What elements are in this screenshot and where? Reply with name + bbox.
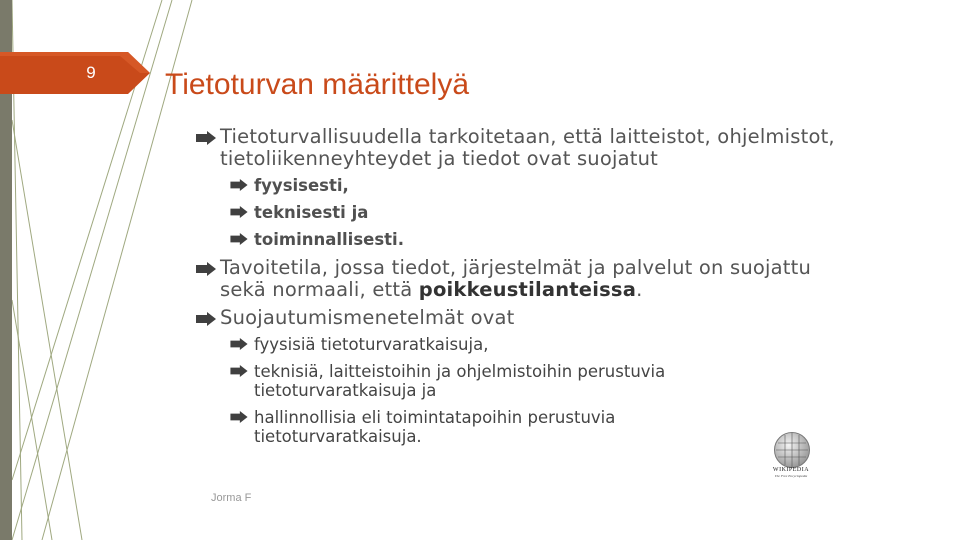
- bullet-1: [196, 126, 836, 170]
- sub-bullet-text: fyysisiä tietoturvaratkaisuja,: [254, 335, 489, 354]
- sub-bullet-text: hallinnollisia eli toimintatapoihin perustuvia tietoturvaratkaisuja.: [254, 408, 616, 446]
- sub-bullet-text: toiminnallisesti.: [254, 230, 404, 249]
- sub-bullet-text: teknisiä, laitteistoihin ja ohjelmistoihin perustuvia tietoturvaratkaisuja ja: [254, 362, 666, 400]
- bullet-1-text: Tietoturvallisuudella tarkoitetaan, että laitteistot, ohjelmistot, tietoliikenneyhteydet ja tiedot ovat suojatut: [220, 125, 835, 170]
- sub-bullet-1-3: [230, 230, 836, 249]
- sub-bullet-1-1: [230, 176, 836, 195]
- slide-number-tab: [0, 52, 150, 94]
- arrow-bullet-icon: [196, 131, 216, 145]
- bullet-3-text: Suojautumismenetelmät ovat: [220, 306, 515, 329]
- bullet-2-emphasis: poikkeustilanteissa: [418, 278, 637, 301]
- arrow-bullet-icon: [230, 365, 248, 377]
- arrow-bullet-icon: [230, 411, 248, 423]
- footer-author: Jorma F: [211, 492, 252, 504]
- slide-content: [196, 126, 836, 454]
- sub-bullet-3-2: [230, 362, 724, 400]
- bullet-2: [196, 257, 836, 301]
- slide-title: Tietoturvan määrittelyä: [165, 68, 470, 101]
- arrow-bullet-icon: [196, 312, 216, 326]
- arrow-bullet-icon: [230, 233, 248, 245]
- arrow-bullet-icon: [196, 262, 216, 276]
- bullet-3: [196, 307, 836, 329]
- bullet-2-text: Tavoitetila, jossa tiedot, järjestelmät ja palvelut on suojattu sekä normaali, että: [220, 256, 812, 301]
- arrow-bullet-icon: [230, 179, 248, 191]
- wikipedia-tagline: The Free Encyclopedia: [774, 474, 808, 478]
- sub-bullet-text: teknisesti ja: [254, 203, 369, 222]
- slide-number: 9: [86, 63, 96, 82]
- bullet-2-end: .: [636, 278, 643, 301]
- sub-bullet-1-2: [230, 203, 836, 222]
- wikipedia-globe-icon: [774, 432, 810, 468]
- wikipedia-wordmark: WIKIPEDIA: [772, 467, 810, 473]
- sub-bullet-3-3: [230, 408, 684, 446]
- arrow-bullet-icon: [230, 206, 248, 218]
- wikipedia-logo: [770, 432, 812, 480]
- sub-bullet-text: fyysisesti,: [254, 176, 349, 195]
- sub-bullet-3-1: [230, 335, 836, 354]
- arrow-bullet-icon: [230, 338, 248, 350]
